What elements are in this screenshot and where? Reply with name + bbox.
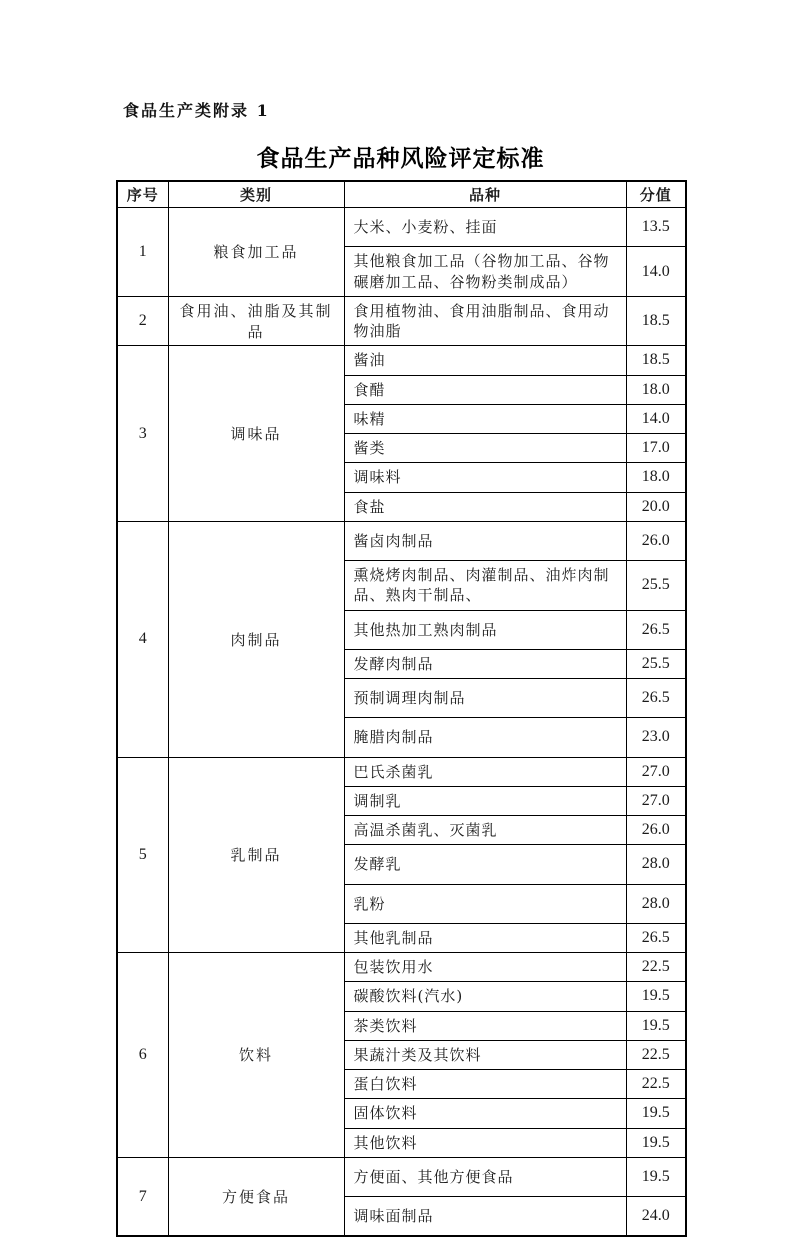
table-row <box>117 953 686 982</box>
variety-cell: 固体饮料 <box>344 1099 626 1128</box>
variety-cell: 方便面、其他方便食品 <box>344 1157 626 1196</box>
serial-number-cell: 2 <box>117 296 168 346</box>
header-variety: 品种 <box>344 181 626 208</box>
score-cell: 26.5 <box>626 679 686 718</box>
score-cell: 17.0 <box>626 434 686 463</box>
variety-cell: 味精 <box>344 404 626 433</box>
score-cell: 18.0 <box>626 375 686 404</box>
variety-cell: 酱类 <box>344 434 626 463</box>
table-row <box>117 757 686 786</box>
header-category: 类别 <box>168 181 344 208</box>
variety-cell: 食醋 <box>344 375 626 404</box>
variety-cell: 熏烧烤肉制品、肉灌制品、油炸肉制品、熟肉干制品、 <box>344 561 626 611</box>
score-cell: 25.5 <box>626 649 686 678</box>
category-cell: 肉制品 <box>168 521 344 757</box>
variety-cell: 其他粮食加工品（谷物加工品、谷物碾磨加工品、谷物粉类制成品） <box>344 247 626 297</box>
score-cell: 18.5 <box>626 346 686 375</box>
variety-cell: 调味面制品 <box>344 1197 626 1237</box>
table-row <box>117 296 686 346</box>
score-cell: 20.0 <box>626 492 686 521</box>
table-row <box>117 1157 686 1196</box>
score-cell: 26.0 <box>626 521 686 560</box>
score-cell: 28.0 <box>626 884 686 923</box>
score-cell: 13.5 <box>626 208 686 247</box>
score-cell: 18.5 <box>626 296 686 346</box>
variety-cell: 酱卤肉制品 <box>344 521 626 560</box>
category-cell: 调味品 <box>168 346 344 522</box>
serial-number-cell: 5 <box>117 757 168 953</box>
score-cell: 14.0 <box>626 247 686 297</box>
score-cell: 27.0 <box>626 786 686 815</box>
table-row <box>117 521 686 560</box>
category-cell: 粮食加工品 <box>168 208 344 297</box>
variety-cell: 高温杀菌乳、灭菌乳 <box>344 816 626 845</box>
score-cell: 26.0 <box>626 816 686 845</box>
serial-number-cell: 4 <box>117 521 168 757</box>
score-cell: 22.5 <box>626 1070 686 1099</box>
serial-number-cell: 7 <box>117 1157 168 1236</box>
variety-cell: 发酵肉制品 <box>344 649 626 678</box>
variety-cell: 食盐 <box>344 492 626 521</box>
variety-cell: 调味料 <box>344 463 626 492</box>
score-cell: 25.5 <box>626 561 686 611</box>
category-cell: 方便食品 <box>168 1157 344 1236</box>
score-cell: 14.0 <box>626 404 686 433</box>
score-cell: 27.0 <box>626 757 686 786</box>
serial-number-cell: 3 <box>117 346 168 522</box>
variety-cell: 发酵乳 <box>344 845 626 884</box>
variety-cell: 预制调理肉制品 <box>344 679 626 718</box>
score-cell: 22.5 <box>626 953 686 982</box>
variety-cell: 蛋白饮料 <box>344 1070 626 1099</box>
variety-cell: 酱油 <box>344 346 626 375</box>
serial-number-cell: 1 <box>117 208 168 297</box>
appendix-label: 食品生产类附录 1 <box>123 101 270 120</box>
variety-cell: 其他乳制品 <box>344 923 626 952</box>
category-cell: 乳制品 <box>168 757 344 953</box>
table-header-row <box>117 181 686 208</box>
header-score: 分值 <box>626 181 686 208</box>
score-cell: 19.5 <box>626 1128 686 1157</box>
variety-cell: 其他饮料 <box>344 1128 626 1157</box>
variety-cell: 腌腊肉制品 <box>344 718 626 757</box>
variety-cell: 大米、小麦粉、挂面 <box>344 208 626 247</box>
score-cell: 19.5 <box>626 982 686 1011</box>
score-cell: 22.5 <box>626 1040 686 1069</box>
variety-cell: 茶类饮料 <box>344 1011 626 1040</box>
score-cell: 18.0 <box>626 463 686 492</box>
table-row <box>117 208 686 247</box>
category-cell: 食用油、油脂及其制品 <box>168 296 344 346</box>
table-row <box>117 346 686 375</box>
table-body <box>117 208 686 1237</box>
score-cell: 23.0 <box>626 718 686 757</box>
variety-cell: 食用植物油、食用油脂制品、食用动物油脂 <box>344 296 626 346</box>
variety-cell: 乳粉 <box>344 884 626 923</box>
score-cell: 24.0 <box>626 1197 686 1237</box>
score-cell: 26.5 <box>626 610 686 649</box>
score-cell: 26.5 <box>626 923 686 952</box>
variety-cell: 巴氏杀菌乳 <box>344 757 626 786</box>
score-cell: 28.0 <box>626 845 686 884</box>
header-serial-number: 序号 <box>117 181 168 208</box>
score-cell: 19.5 <box>626 1157 686 1196</box>
score-cell: 19.5 <box>626 1099 686 1128</box>
variety-cell: 调制乳 <box>344 786 626 815</box>
risk-standards-table <box>116 180 687 1237</box>
variety-cell: 果蔬汁类及其饮料 <box>344 1040 626 1069</box>
variety-cell: 其他热加工熟肉制品 <box>344 610 626 649</box>
variety-cell: 碳酸饮料(汽水) <box>344 982 626 1011</box>
score-cell: 19.5 <box>626 1011 686 1040</box>
variety-cell: 包装饮用水 <box>344 953 626 982</box>
page-title: 食品生产品种风险评定标准 <box>256 145 545 172</box>
category-cell: 饮料 <box>168 953 344 1158</box>
serial-number-cell: 6 <box>117 953 168 1158</box>
